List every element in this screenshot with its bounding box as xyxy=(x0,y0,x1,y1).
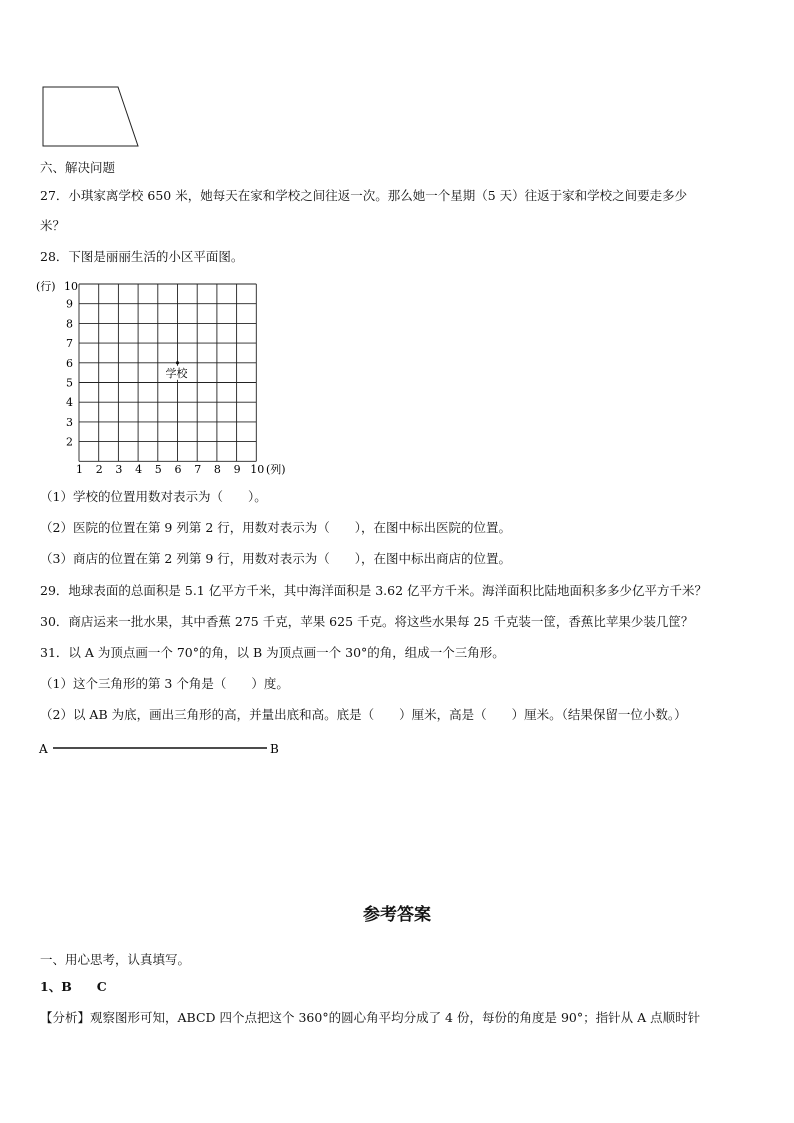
question-31-part-1: （1）这个三角形的第 3 个角是（ ）度。 xyxy=(40,676,289,691)
row-tick-5: 5 xyxy=(66,376,73,390)
question-27-line-2: 米？ xyxy=(40,218,66,233)
row-tick-2: 2 xyxy=(66,435,73,449)
row-tick-9: 9 xyxy=(66,297,73,311)
row-tick-6: 6 xyxy=(66,356,73,370)
answer-key-title: 参考答案 xyxy=(363,905,431,925)
row-tick-4: 4 xyxy=(66,396,73,410)
point-a-label: A xyxy=(39,742,48,756)
question-28-part-2: （2）医院的位置在第 9 列第 2 行，用数对表示为（ ），在图中标出医院的位置。 xyxy=(40,520,512,535)
row-tick-7: 7 xyxy=(66,337,73,351)
question-28-part-1: （1）学校的位置用数对表示为（ ）。 xyxy=(40,489,267,504)
col-tick-3: 3 xyxy=(115,463,123,476)
answer-1-analysis: 【分析】观察图形可知，ABCD 四个点把这个 360°的圆心角平均分成了 4 份，每份的角度是 90°；指针从 A 点顺时针 xyxy=(40,1010,701,1025)
question-30: 30．商店运来一批水果，其中香蕉 275 千克，苹果 625 千克。将这些水果每 25 千克装一筐，香蕉比苹果少装几筐？ xyxy=(40,614,694,629)
col-tick-4: 4 xyxy=(135,463,143,476)
row-tick-8: 8 xyxy=(66,317,73,331)
school-marker xyxy=(176,361,179,364)
question-31-part-2: （2）以 AB 为底，画出三角形的高，并量出底和高。底是（ ）厘米，高是（ ）厘米。（结果保留一位小数。） xyxy=(40,707,687,722)
trapezoid-figure xyxy=(38,82,148,152)
col-tick-6: 6 xyxy=(174,463,182,476)
col-tick-7: 7 xyxy=(194,463,202,476)
question-31-intro: 31．以 A 为顶点画一个 70°的角，以 B 为顶点画一个 30°的角，组成一个三角形。 xyxy=(40,645,505,660)
row-tick-10: 10 xyxy=(64,280,78,293)
question-28-part-3: （3）商店的位置在第 2 列第 9 行，用数对表示为（ ），在图中标出商店的位置。 xyxy=(40,551,512,566)
question-27-line-1: 27．小琪家离学校 650 米，她每天在家和学校之间往返一次。那么她一个星期（5 天）往返于家和学校之间要走多少 xyxy=(40,188,688,203)
col-tick-9: 9 xyxy=(233,463,241,476)
community-map-grid xyxy=(34,276,304,482)
col-axis-label: (列) xyxy=(266,463,286,476)
col-tick-5: 5 xyxy=(154,463,162,476)
school-label: 学校 xyxy=(165,366,188,380)
col-tick-10: 10 xyxy=(250,463,265,476)
row-axis-label: (行) xyxy=(36,280,56,293)
answer-section-1: 一、用心思考，认真填写。 xyxy=(40,952,191,967)
question-29: 29．地球表面的总面积是 5.1 亿平方千米，其中海洋面积是 3.62 亿平方千米。海洋面积比陆地面积多多少亿平方千米？ xyxy=(40,583,708,598)
question-28-intro: 28．下图是丽丽生活的小区平面图。 xyxy=(40,249,244,264)
segment-ab xyxy=(36,738,286,758)
col-tick-8: 8 xyxy=(213,463,221,476)
point-b-label: B xyxy=(270,742,279,756)
row-tick-3: 3 xyxy=(66,415,73,429)
col-tick-1: 1 xyxy=(76,463,83,476)
section-6-heading: 六、解决问题 xyxy=(40,160,116,175)
col-tick-2: 2 xyxy=(95,463,103,476)
answer-1: 1、B C xyxy=(40,979,107,994)
